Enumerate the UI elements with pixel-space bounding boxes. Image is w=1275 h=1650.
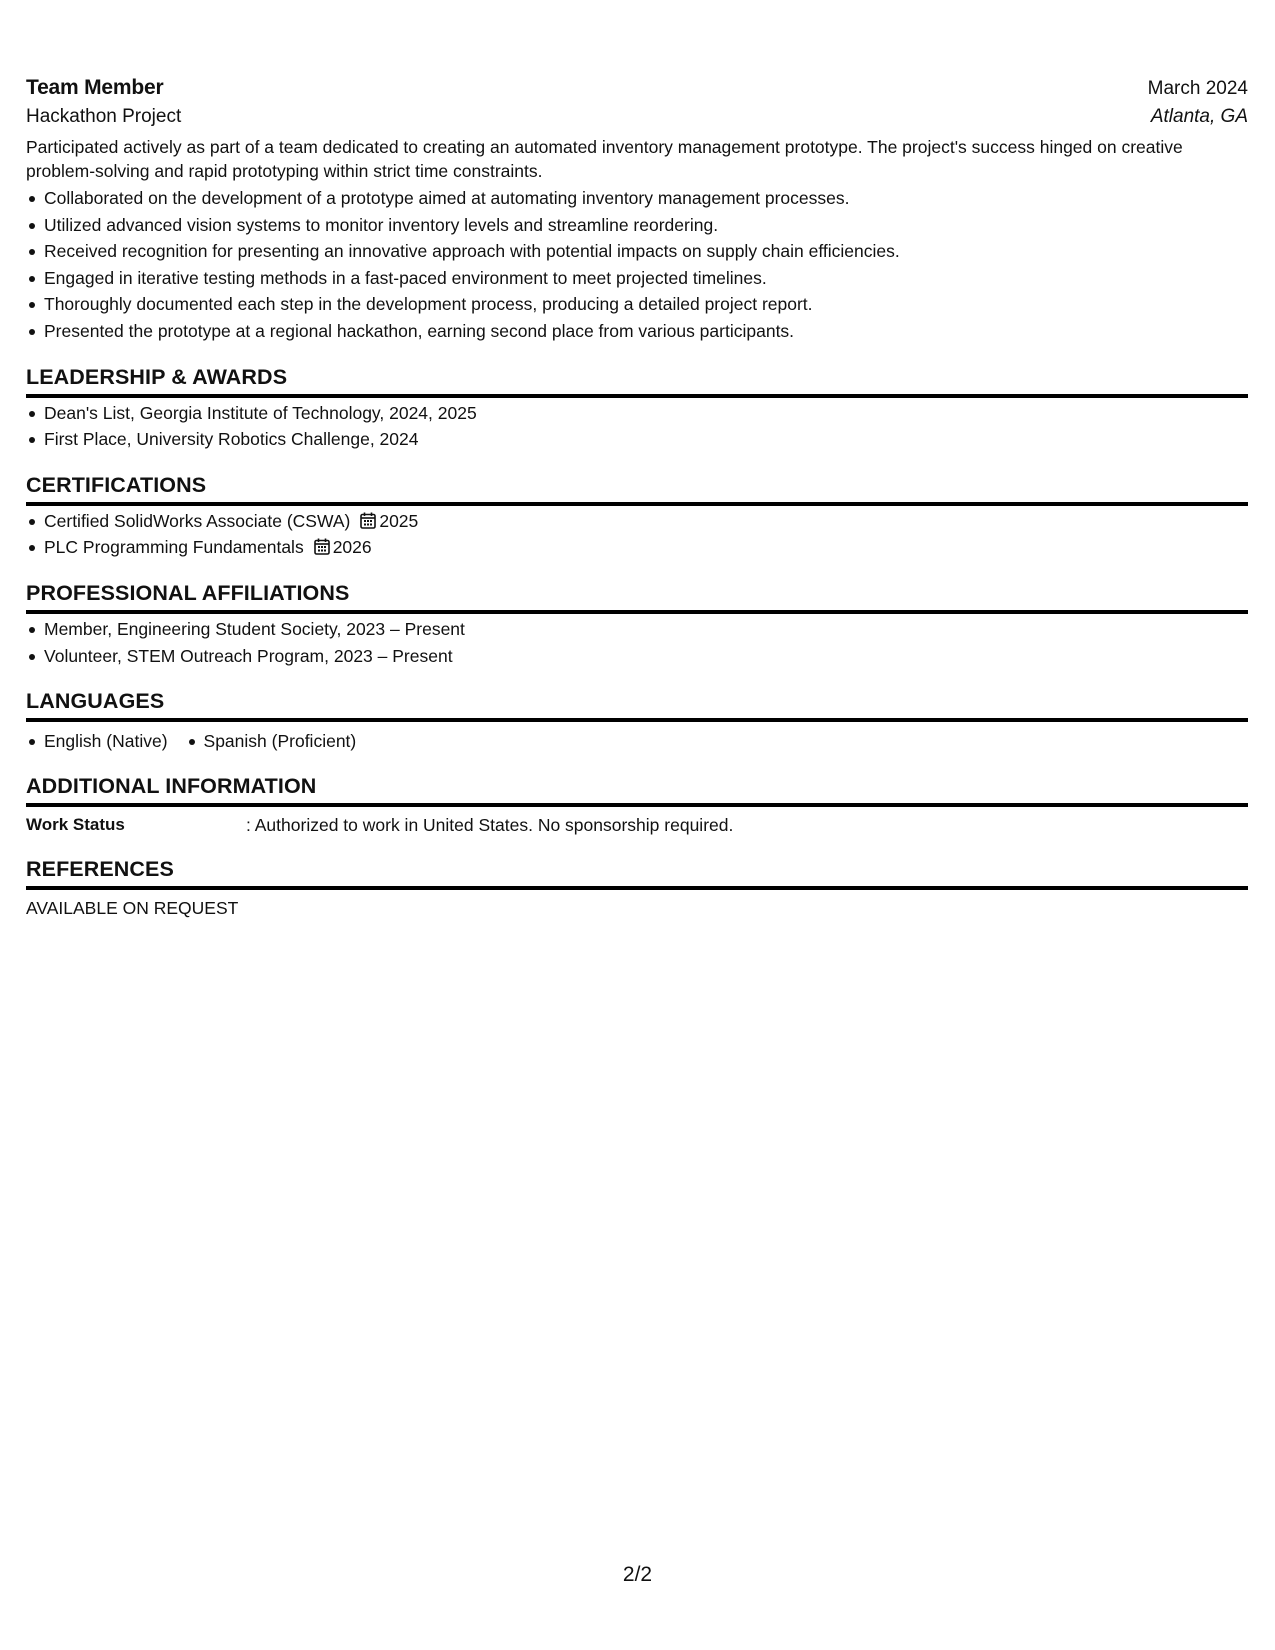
references-text: AVAILABLE ON REQUEST <box>26 898 239 919</box>
languages-section <box>26 687 1248 722</box>
certifications-list <box>26 508 1248 561</box>
experience-location: Atlanta, GA <box>1150 106 1248 127</box>
experience-summary: Participated actively as part of a team dedicated to creating an automated inventory management prototype. The project's success hinged on creative problem-solving and rapid prototyping within strict time constraints. <box>26 137 1183 181</box>
language-item: English (Native) <box>44 728 168 754</box>
leadership-section <box>26 363 1248 398</box>
experience-bullet: Presented the prototype at a regional hackathon, earning second place from various participants. <box>44 318 1248 345</box>
certifications-heading: CERTIFICATIONS <box>26 471 1248 506</box>
language-item: Spanish (Proficient) <box>204 728 357 754</box>
certification-item <box>44 508 1248 535</box>
references-heading: REFERENCES <box>26 855 1248 890</box>
work-status-row <box>26 813 1248 837</box>
affiliations-section <box>26 579 1248 614</box>
leadership-list <box>26 400 1248 453</box>
experience-subheader-row <box>26 100 1248 128</box>
leadership-heading: LEADERSHIP & AWARDS <box>26 363 1248 398</box>
resume-page <box>26 76 1248 920</box>
calendar-icon <box>360 512 376 529</box>
affiliations-list <box>26 616 1248 669</box>
experience-bullet: Thoroughly documented each step in the development process, producing a detailed project report. <box>44 291 1248 318</box>
leadership-item: Dean's List, Georgia Institute of Technology, 2024, 2025 <box>44 400 1248 427</box>
certification-name: Certified SolidWorks Associate (CSWA) <box>44 510 351 531</box>
additional-info-section <box>26 772 1248 807</box>
certifications-section <box>26 471 1248 506</box>
experience-bullet: Received recognition for presenting an innovative approach with potential impacts on supply chain efficiencies. <box>44 238 1248 265</box>
work-status-label: Work Status <box>26 815 125 835</box>
certification-name: PLC Programming Fundamentals <box>44 537 304 558</box>
experience-bullet-list <box>26 185 1248 345</box>
calendar-icon <box>314 538 330 555</box>
experience-date: March 2024 <box>1147 78 1248 99</box>
experience-entry <box>26 76 1248 345</box>
affiliation-item: Member, Engineering Student Society, 2023 – Present <box>44 616 1248 643</box>
certification-year: 2026 <box>332 537 372 558</box>
experience-organization: Hackathon Project <box>26 106 182 127</box>
experience-role: Team Member <box>26 76 164 99</box>
page-number: 2/2 <box>622 1563 653 1586</box>
additional-info-heading: ADDITIONAL INFORMATION <box>26 772 1248 807</box>
certification-year: 2025 <box>379 510 419 531</box>
affiliations-heading: PROFESSIONAL AFFILIATIONS <box>26 579 1248 614</box>
experience-header-row <box>26 76 1248 100</box>
certification-item <box>44 534 1248 561</box>
experience-bullet: Utilized advanced vision systems to monitor inventory levels and streamline reordering. <box>44 212 1248 239</box>
leadership-item: First Place, University Robotics Challenge, 2024 <box>44 426 1248 453</box>
languages-heading: LANGUAGES <box>26 687 1248 722</box>
affiliation-item: Volunteer, STEM Outreach Program, 2023 – Present <box>44 643 1248 670</box>
references-section <box>26 855 1248 890</box>
work-status-value: : Authorized to work in United States. No sponsorship required. <box>246 815 734 836</box>
experience-bullet: Collaborated on the development of a prototype aimed at automating inventory management processes. <box>44 185 1248 212</box>
experience-bullet: Engaged in iterative testing methods in a fast-paced environment to meet projected timelines. <box>44 265 1248 292</box>
languages-list <box>26 728 1248 754</box>
